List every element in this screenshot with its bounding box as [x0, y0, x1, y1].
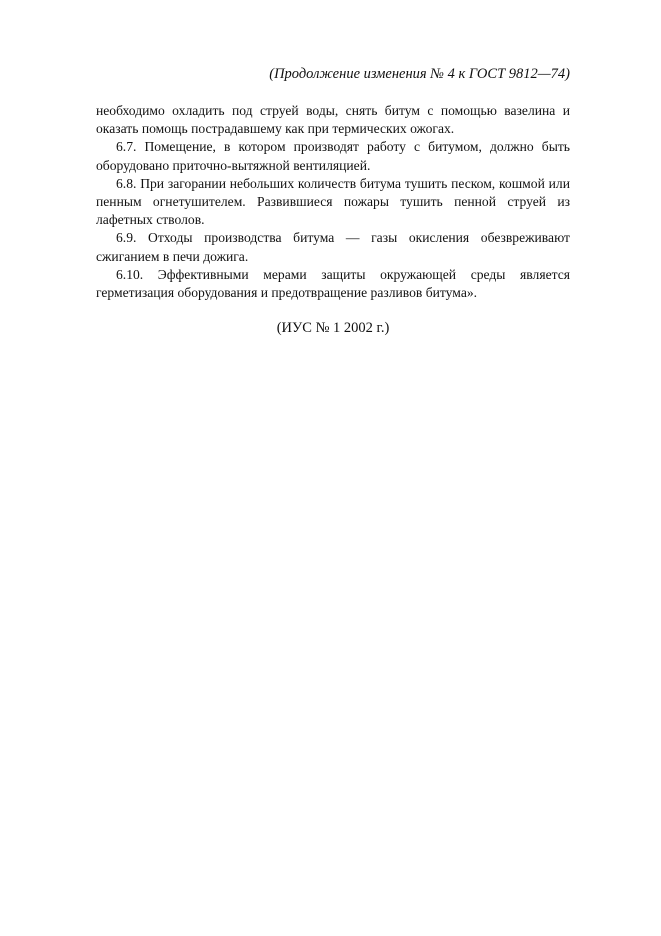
source-note: (ИУС № 1 2002 г.) [276, 320, 390, 336]
paragraph-6-8: 6.8. При загорании небольших количеств битума тушить песком, кошмой или пенным огнетушителем. Развившиеся пожары тушить пенной струей из лафетных стволов. [96, 175, 570, 228]
running-header: (Продолжение изменения № 4 к ГОСТ 9812—74) [269, 66, 570, 82]
paragraph-continuation: необходимо охладить под струей воды, снять битум с помощью вазелина и оказать помощь пострадавшему как при термических ожогах. [96, 103, 570, 137]
paragraph-6-9: 6.9. Отходы производства битума — газы окисления обезвреживают сжиганием в печи дожига. [96, 230, 570, 264]
document-body [96, 102, 570, 302]
paragraph-6-7: 6.7. Помещение, в котором производят работу с битумом, должно быть оборудовано приточно-вытяжной вентиляцией. [96, 139, 570, 173]
paragraph-6-10: 6.10. Эффективными мерами защиты окружающей среды является герметизация оборудования и предотвращение разливов битума». [96, 266, 570, 301]
